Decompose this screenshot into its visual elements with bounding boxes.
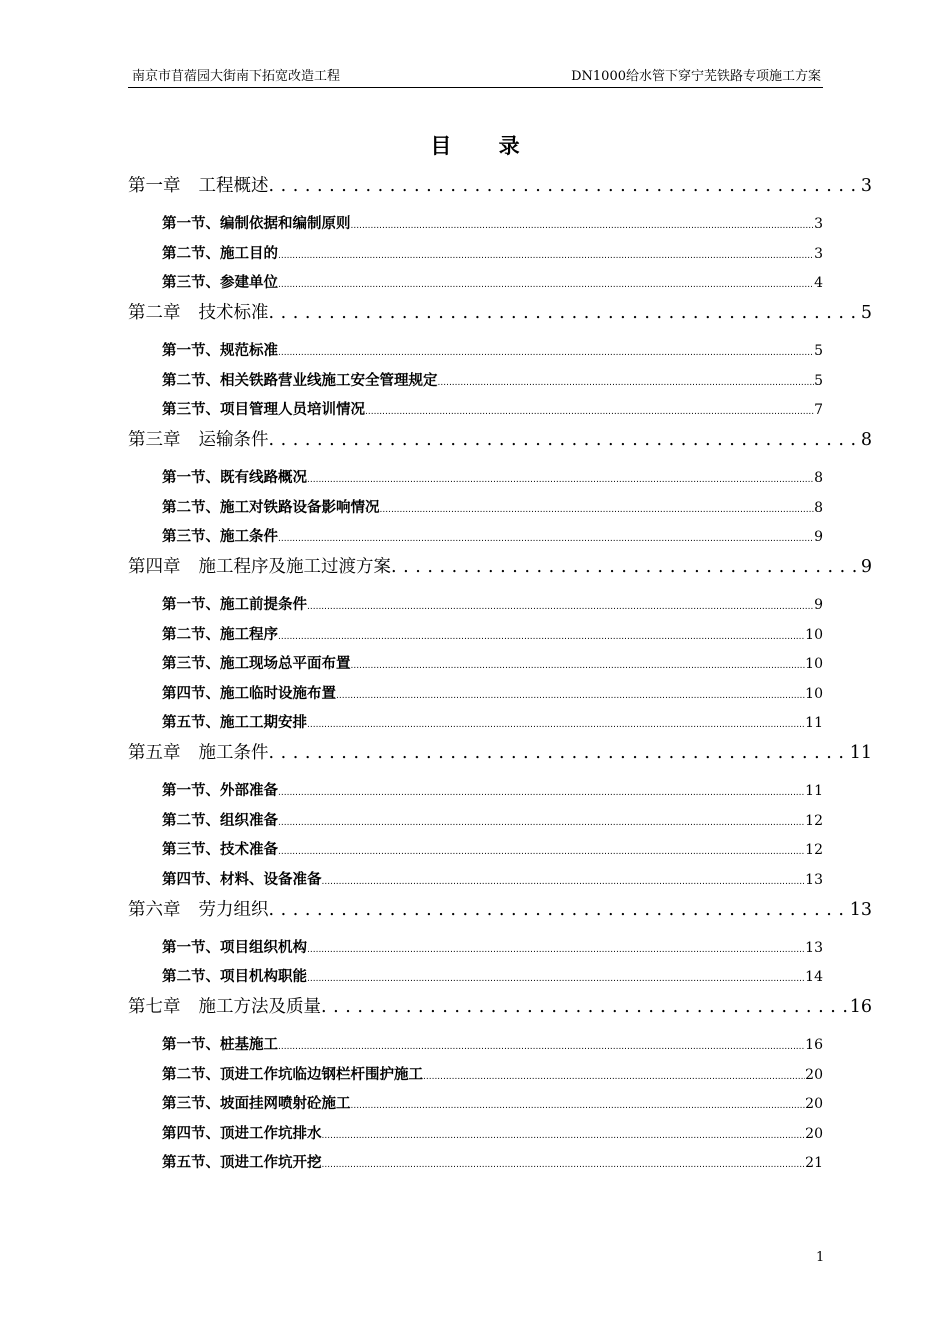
toc-section-entry[interactable] xyxy=(162,711,823,731)
section-page-number: 12 xyxy=(805,812,823,829)
section-page-number: 3 xyxy=(814,245,823,262)
chapter-title: 施工程序及施工过渡方案 xyxy=(198,557,391,577)
section-title: 第三节、施工现场总平面布置 xyxy=(162,656,351,672)
toc-chapter-entry[interactable] xyxy=(128,739,872,763)
section-title: 第三节、施工条件 xyxy=(162,529,278,545)
toc-section-entry[interactable] xyxy=(162,838,823,858)
toc-section-entry[interactable] xyxy=(162,496,823,516)
toc-section-entry[interactable] xyxy=(162,682,823,702)
section-page-number: 21 xyxy=(805,1155,823,1171)
toc-chapter-entry[interactable] xyxy=(128,896,872,920)
section-page-number: 8 xyxy=(814,470,823,486)
toc-section-entry[interactable] xyxy=(162,809,823,829)
dot-leader xyxy=(351,1101,806,1111)
section-title: 第三节、项目管理人员培训情况 xyxy=(162,402,365,418)
section-title: 第四节、顶进工作坑排水 xyxy=(162,1125,322,1142)
chapter-number: 第一章 xyxy=(128,176,181,196)
dot-leader xyxy=(423,1072,805,1082)
chapter-page-number: 8 xyxy=(860,430,872,450)
section-page-number: 4 xyxy=(814,275,823,291)
section-page-number: 10 xyxy=(805,626,823,643)
section-title: 第一节、规范标准 xyxy=(162,343,278,359)
toc-section-entry[interactable] xyxy=(162,936,823,956)
toc-section-entry[interactable] xyxy=(162,652,823,672)
section-title: 第一节、外部准备 xyxy=(162,783,278,799)
section-title: 第三节、参建单位 xyxy=(162,275,278,291)
toc-chapter-entry[interactable] xyxy=(128,172,872,196)
dot-leader xyxy=(269,900,848,920)
dot-leader xyxy=(380,505,815,515)
chapter-label xyxy=(128,739,269,764)
toc-section-entry[interactable] xyxy=(162,339,823,359)
dot-leader xyxy=(322,1160,806,1170)
section-title: 第一节、桩基施工 xyxy=(162,1037,278,1053)
chapter-title: 工程概述 xyxy=(198,176,269,196)
toc-section-entry[interactable] xyxy=(162,1151,823,1171)
section-page-number: 12 xyxy=(805,842,823,858)
chapter-number: 第四章 xyxy=(128,557,181,577)
dot-leader xyxy=(278,847,805,857)
dot-leader xyxy=(307,720,805,730)
chapter-label xyxy=(128,299,269,324)
section-title: 第二节、施工程序 xyxy=(162,626,278,643)
dot-leader xyxy=(438,378,815,388)
toc-chapter-entry[interactable] xyxy=(128,299,872,323)
section-page-number: 5 xyxy=(814,343,823,359)
toc-section-entry[interactable] xyxy=(162,779,823,799)
section-title: 第三节、坡面挂网喷射砼施工 xyxy=(162,1096,351,1112)
dot-leader xyxy=(391,557,859,577)
section-title: 第二节、施工对铁路设备影响情况 xyxy=(162,499,380,516)
section-title: 第二节、施工目的 xyxy=(162,245,278,262)
chapter-page-number: 16 xyxy=(849,997,872,1017)
chapter-number: 第七章 xyxy=(128,997,181,1017)
chapter-page-number: 5 xyxy=(860,303,872,323)
chapter-title: 劳力组织 xyxy=(198,899,269,920)
toc-section-entry[interactable] xyxy=(162,623,823,643)
chapter-page-number: 13 xyxy=(849,899,872,920)
toc-section-entry[interactable] xyxy=(162,398,823,418)
section-title: 第四节、施工临时设施布置 xyxy=(162,685,336,702)
section-page-number: 7 xyxy=(814,402,823,418)
dot-leader xyxy=(278,251,814,261)
toc-section-entry[interactable] xyxy=(162,466,823,486)
section-title: 第二节、项目机构职能 xyxy=(162,969,307,985)
toc-section-entry[interactable] xyxy=(162,271,823,291)
section-page-number: 20 xyxy=(805,1096,823,1112)
chapter-title: 施工方法及质量 xyxy=(198,997,321,1017)
toc-section-entry[interactable] xyxy=(162,1092,823,1112)
section-page-number: 20 xyxy=(805,1066,823,1083)
section-title: 第五节、顶进工作坑开挖 xyxy=(162,1155,322,1171)
section-page-number: 14 xyxy=(805,969,823,985)
toc-title: 目 录 xyxy=(430,134,540,158)
dot-leader xyxy=(351,661,806,671)
dot-leader xyxy=(278,632,805,642)
section-title: 第一节、施工前提条件 xyxy=(162,597,307,613)
section-title: 第一节、编制依据和编制原则 xyxy=(162,216,351,232)
toc-section-entry[interactable] xyxy=(162,1122,823,1142)
dot-leader xyxy=(336,691,805,701)
toc-chapter-entry[interactable] xyxy=(128,553,872,577)
dot-leader xyxy=(307,945,805,955)
dot-leader xyxy=(278,788,805,798)
section-title: 第五节、施工工期安排 xyxy=(162,715,307,731)
toc-chapter-entry[interactable] xyxy=(128,426,872,450)
chapter-title: 运输条件 xyxy=(198,430,269,450)
chapter-number: 第二章 xyxy=(128,303,181,323)
dot-leader xyxy=(322,1131,806,1141)
section-page-number: 16 xyxy=(805,1037,823,1053)
dot-leader xyxy=(307,475,814,485)
section-title: 第三节、技术准备 xyxy=(162,842,278,858)
chapter-label xyxy=(128,896,269,921)
section-page-number: 11 xyxy=(805,783,823,799)
dot-leader xyxy=(269,176,859,196)
dot-leader xyxy=(269,430,859,450)
dot-leader xyxy=(278,280,814,290)
toc-section-entry[interactable] xyxy=(162,868,823,888)
dot-leader xyxy=(278,534,814,544)
dot-leader xyxy=(322,877,806,887)
chapter-label xyxy=(128,172,269,197)
section-page-number: 13 xyxy=(805,939,823,956)
chapter-number: 第五章 xyxy=(128,743,181,763)
dot-leader xyxy=(278,818,805,828)
dot-leader xyxy=(321,997,848,1017)
section-page-number: 9 xyxy=(814,597,823,613)
section-title: 第二节、组织准备 xyxy=(162,812,278,829)
section-title: 第二节、相关铁路营业线施工安全管理规定 xyxy=(162,372,438,389)
chapter-number: 第三章 xyxy=(128,430,181,450)
chapter-title: 技术标准 xyxy=(198,303,269,323)
chapter-label xyxy=(128,553,391,578)
section-page-number: 10 xyxy=(805,656,823,672)
section-title: 第四节、材料、设备准备 xyxy=(162,871,322,888)
dot-leader xyxy=(307,974,805,984)
dot-leader xyxy=(278,348,814,358)
dot-leader xyxy=(351,221,815,231)
page-number: 1 xyxy=(816,1250,825,1265)
chapter-page-number: 9 xyxy=(860,557,872,577)
section-page-number: 9 xyxy=(814,529,823,545)
section-title: 第一节、项目组织机构 xyxy=(162,939,307,956)
toc-section-entry[interactable] xyxy=(162,965,823,985)
chapter-page-number: 3 xyxy=(860,176,872,196)
chapter-label xyxy=(128,993,321,1018)
toc-section-entry[interactable] xyxy=(162,1063,823,1083)
section-page-number: 11 xyxy=(805,715,823,731)
section-page-number: 10 xyxy=(805,685,823,702)
toc-section-entry[interactable] xyxy=(162,593,823,613)
section-page-number: 5 xyxy=(814,372,823,389)
section-page-number: 20 xyxy=(805,1125,823,1142)
dot-leader xyxy=(278,1042,805,1052)
toc-section-entry[interactable] xyxy=(162,212,823,232)
section-page-number: 8 xyxy=(814,499,823,516)
dot-leader xyxy=(269,743,848,763)
dot-leader xyxy=(269,303,859,323)
toc-section-entry[interactable] xyxy=(162,525,823,545)
section-page-number: 3 xyxy=(814,216,823,232)
section-title: 第一节、既有线路概况 xyxy=(162,470,307,486)
header-document-name: DN1000给水管下穿宁芜铁路专项施工方案 xyxy=(571,69,821,84)
dot-leader xyxy=(307,602,814,612)
toc-section-entry[interactable] xyxy=(162,1033,823,1053)
chapter-label xyxy=(128,426,269,451)
section-page-number: 13 xyxy=(805,871,823,888)
toc-section-entry[interactable] xyxy=(162,242,823,262)
chapter-title: 施工条件 xyxy=(198,743,269,763)
toc-section-entry[interactable] xyxy=(162,369,823,389)
toc-chapter-entry[interactable] xyxy=(128,993,872,1017)
header-project-name: 南京市苜蓿园大街南下拓宽改造工程 xyxy=(132,69,341,84)
dot-leader xyxy=(365,407,814,417)
chapter-page-number: 11 xyxy=(849,743,872,763)
chapter-number: 第六章 xyxy=(128,899,181,920)
section-title: 第二节、顶进工作坑临边钢栏杆围护施工 xyxy=(162,1066,423,1083)
